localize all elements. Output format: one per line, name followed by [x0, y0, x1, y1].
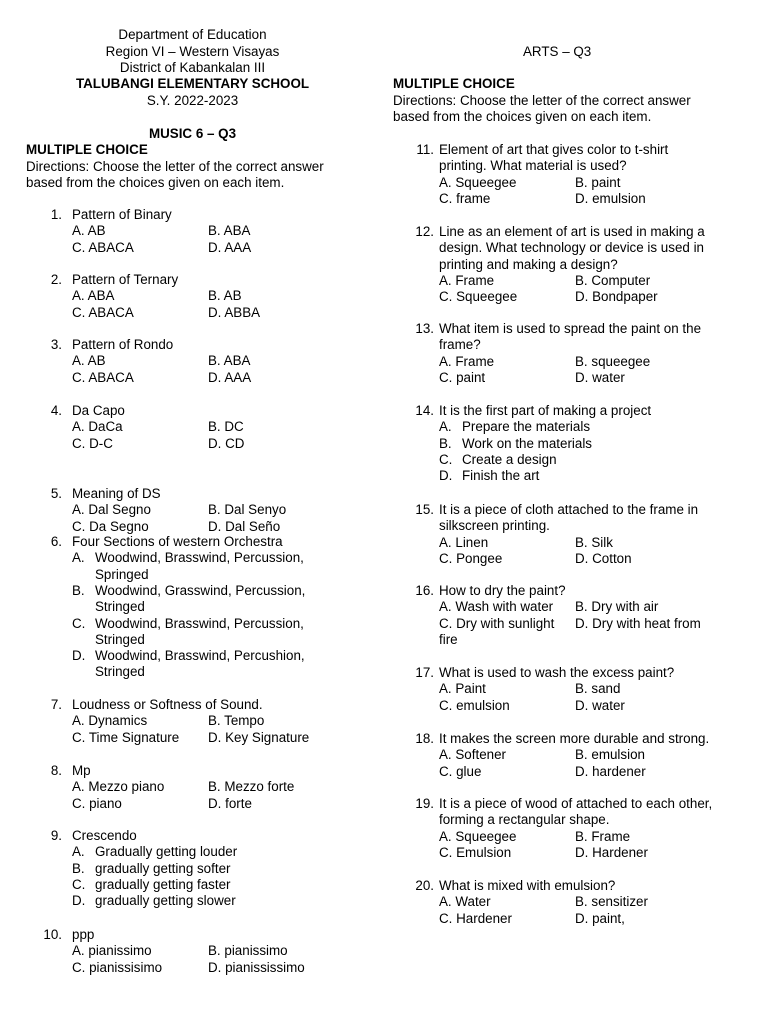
question-text: What item is used to spread the paint on the: [439, 321, 702, 336]
question-number: 8.: [50, 763, 62, 778]
question-number: 3.: [50, 337, 62, 352]
question-number: 12.: [415, 224, 434, 239]
answer-option: B. sensitizer: [575, 894, 648, 910]
answer-option: B. Silk: [575, 534, 613, 550]
music-section-heading: MULTIPLE CHOICE: [26, 142, 148, 157]
answer-option: B. ABA: [208, 353, 251, 369]
answer-option: C. glue: [439, 763, 482, 779]
answer-option: B. pianissimo: [208, 943, 288, 959]
answer-option: D. CD: [208, 435, 245, 451]
header-school: TALUBANGI ELEMENTARY SCHOOL: [75, 76, 310, 91]
answer-option: C. Emulsion: [439, 844, 512, 860]
answer-option: Woodwind, Brasswind, Percussion,: [95, 550, 304, 566]
answer-option: Finish the art: [462, 468, 540, 484]
question-text: Meaning of DS: [72, 486, 161, 501]
answer-option-letter: B.: [72, 582, 85, 598]
answer-option-letter: C.: [72, 876, 86, 892]
arts-section-heading: MULTIPLE CHOICE: [393, 76, 515, 91]
question-number: 14.: [415, 403, 434, 418]
answer-option: Prepare the materials: [462, 419, 591, 435]
answer-option-letter: A.: [72, 550, 85, 566]
answer-option: C. pianissisimo: [72, 959, 163, 975]
question-text: Line as an element of art is used in making a: [439, 224, 705, 239]
answer-option: A. Paint: [439, 681, 486, 697]
answer-option: A. Frame: [439, 353, 495, 369]
answer-option: B. squeegee: [575, 353, 651, 369]
answer-option: Woodwind, Brasswind, Percushion,: [95, 648, 305, 664]
answer-option-continued: fire: [439, 631, 458, 647]
question-number: 6.: [50, 534, 62, 549]
answer-option: B. Mezzo forte: [208, 779, 295, 795]
question-text: Four Sections of western Orchestra: [72, 534, 283, 549]
question-text: It is the first part of making a project: [439, 403, 652, 418]
answer-option: D. water: [575, 697, 625, 713]
question-text: What is used to wash the excess paint?: [439, 665, 675, 680]
question-number: 1.: [50, 207, 62, 222]
answer-option: Stringed: [95, 599, 145, 615]
answer-option: Create a design: [462, 451, 557, 467]
answer-option: A. Softener: [439, 747, 506, 763]
question-text: Loudness or Softness of Sound.: [72, 697, 263, 712]
answer-option: A. Wash with water: [439, 599, 554, 615]
question-text: forming a rectangular shape.: [439, 812, 610, 828]
answer-option: B. Dal Senyo: [208, 502, 287, 518]
answer-option-letter: D.: [72, 648, 86, 664]
arts-title: ARTS – Q3: [523, 44, 592, 59]
answer-option: A. DaCa: [72, 419, 123, 435]
answer-option: A. pianissimo: [72, 943, 152, 959]
music-directions-line2: based from the choices given on each item.: [26, 175, 285, 190]
answer-option: gradually getting slower: [95, 893, 236, 909]
answer-option: D. ABBA: [208, 304, 261, 320]
header-dept: Department of Education: [118, 27, 267, 42]
answer-option: B. Tempo: [208, 713, 265, 729]
question-number: 9.: [50, 828, 62, 843]
question-number: 11.: [416, 142, 434, 157]
answer-option-letter: B.: [72, 860, 85, 876]
question-number: 20.: [415, 878, 434, 893]
arts-directions-line2: based from the choices given on each item.: [393, 109, 652, 124]
answer-option: Woodwind, Brasswind, Percussion,: [95, 615, 304, 631]
question-text: Da Capo: [72, 403, 125, 418]
answer-option: C. ABACA: [72, 239, 134, 255]
answer-option: C. ABACA: [72, 304, 134, 320]
question-number: 5.: [50, 486, 62, 501]
answer-option: B. paint: [575, 174, 621, 190]
question-text: ppp: [72, 927, 95, 942]
answer-option: D. pianississimo: [208, 959, 305, 975]
answer-option: D. paint,: [575, 910, 625, 926]
answer-option: D. Hardener: [575, 844, 648, 860]
answer-option: C. Hardener: [439, 910, 512, 926]
answer-option: A. AB: [72, 353, 106, 369]
question-text: Crescendo: [72, 828, 137, 843]
header-region: Region VI – Western Visayas: [105, 44, 280, 59]
answer-option: Woodwind, Grasswind, Percussion,: [95, 582, 306, 598]
question-text: Pattern of Ternary: [72, 272, 179, 287]
answer-option: D. AAA: [208, 369, 252, 385]
question-number: 4.: [50, 403, 62, 418]
question-text: How to dry the paint?: [439, 583, 566, 598]
answer-option: C. piano: [72, 795, 122, 811]
answer-option-letter: D.: [72, 893, 86, 909]
question-number: 18.: [415, 731, 434, 746]
answer-option: Gradually getting louder: [95, 844, 238, 860]
answer-option: C. Dry with sunlight: [439, 615, 555, 631]
question-text: silkscreen printing.: [439, 518, 550, 534]
question-number: 10.: [43, 927, 62, 942]
answer-option: D. hardener: [575, 763, 646, 779]
answer-option: D. AAA: [208, 239, 252, 255]
header-district: District of Kabankalan III: [119, 60, 266, 75]
answer-option: Work on the materials: [462, 435, 592, 451]
question-number: 16.: [415, 583, 434, 598]
answer-option: A. Frame: [439, 272, 495, 288]
answer-option: A. AB: [72, 223, 106, 239]
header-sy: S.Y. 2022-2023: [146, 93, 239, 108]
question-number: 19.: [415, 796, 434, 811]
answer-option: A. Squeegee: [439, 174, 517, 190]
answer-option: C. ABACA: [72, 369, 134, 385]
answer-option: C. emulsion: [439, 697, 510, 713]
answer-option: C. Pongee: [439, 550, 503, 566]
answer-option-letter: A.: [439, 419, 452, 435]
answer-option: gradually getting faster: [95, 876, 231, 892]
question-number: 2.: [50, 272, 62, 287]
answer-option: Springed: [95, 566, 149, 582]
answer-option: D. Key Signature: [208, 729, 310, 745]
answer-option: C. D-C: [72, 435, 113, 451]
answer-option: D. Dal Seño: [208, 518, 281, 534]
question-text: Mp: [72, 763, 91, 778]
answer-option: C. paint: [439, 369, 486, 385]
answer-option: A. Linen: [439, 534, 489, 550]
answer-option: Stringed: [95, 664, 145, 680]
answer-option: C. Squeegee: [439, 289, 518, 305]
answer-option: D. emulsion: [575, 190, 646, 206]
answer-option-letter: D.: [439, 468, 453, 484]
answer-option: D. Dry with heat from: [575, 615, 701, 631]
music-title: MUSIC 6 – Q3: [148, 126, 237, 141]
question-text: It is a piece of cloth attached to the frame in: [439, 502, 699, 517]
question-text: It is a piece of wood of attached to each other,: [439, 796, 713, 811]
arts-directions-line1: Directions: Choose the letter of the correct answer: [393, 93, 691, 108]
answer-option: D. Cotton: [575, 550, 632, 566]
answer-option-letter: A.: [72, 844, 85, 860]
answer-option: A. ABA: [72, 288, 115, 304]
answer-option-letter: C.: [439, 451, 453, 467]
answer-option: D. forte: [208, 795, 252, 811]
answer-option: Stringed: [95, 631, 145, 647]
answer-option: B. AB: [208, 288, 242, 304]
answer-option: B. emulsion: [575, 747, 645, 763]
question-text: Pattern of Rondo: [72, 337, 174, 352]
answer-option: A. Mezzo piano: [72, 779, 165, 795]
question-text: It makes the screen more durable and strong.: [439, 731, 710, 746]
answer-option-letter: B.: [439, 435, 452, 451]
question-text: frame?: [439, 337, 481, 353]
answer-option: A. Water: [439, 894, 491, 910]
answer-option: D. Bondpaper: [575, 289, 658, 305]
question-text: design. What technology or device is used in: [439, 240, 704, 256]
question-number: 15.: [415, 502, 434, 517]
answer-option: A. Dynamics: [72, 713, 148, 729]
question-text: printing. What material is used?: [439, 158, 627, 174]
answer-option: C. Da Segno: [72, 518, 149, 534]
answer-option: A. Squeegee: [439, 828, 517, 844]
answer-option: C. Time Signature: [72, 729, 180, 745]
question-number: 17.: [415, 665, 434, 680]
answer-option: B. DC: [208, 419, 244, 435]
question-text: printing and making a design?: [439, 256, 618, 272]
answer-option: B. ABA: [208, 223, 251, 239]
answer-option: gradually getting softer: [95, 860, 231, 876]
question-number: 7.: [50, 697, 62, 712]
answer-option: B. Dry with air: [575, 599, 659, 615]
answer-option: B. Frame: [575, 828, 631, 844]
music-directions-line1: Directions: Choose the letter of the correct answer: [26, 159, 324, 174]
question-number: 13.: [415, 321, 434, 336]
question-text: What is mixed with emulsion?: [439, 878, 616, 893]
question-text: Element of art that gives color to t-shirt: [439, 142, 669, 157]
answer-option: B. sand: [575, 681, 621, 697]
answer-option: C. frame: [439, 190, 491, 206]
question-text: Pattern of Binary: [72, 207, 172, 222]
answer-option: D. water: [575, 369, 625, 385]
answer-option: A. Dal Segno: [72, 502, 151, 518]
answer-option: B. Computer: [575, 272, 651, 288]
answer-option-letter: C.: [72, 615, 86, 631]
